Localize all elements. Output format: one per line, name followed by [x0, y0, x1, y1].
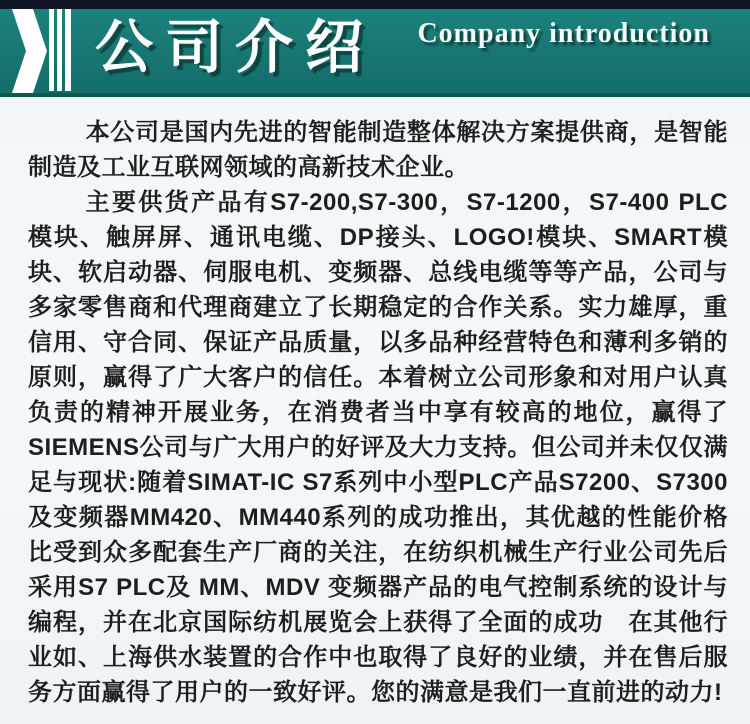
chevron-right-icon: [12, 9, 47, 93]
stripe-bar-1: [49, 9, 54, 91]
products-paragraph: 主要供货产品有S7-200,S7-300，S7-1200，S7-400 PLC模块、触屏屏、通讯电缆、DP接头、LOGO!模块、SMART模块、软启动器、伺服电机、变频器、总线电缆等等产品，公司与多家零售商和代理商建立了长期稳定的合作关系。实力雄厚，重信用、守合同、保证产品质量，以多品种经营特色和薄利多销的原则，赢得了广大客户的信任。本着树立公司形象和对用户认真负责的精神开展业务，在消费者当中享有较高的地位，赢得了SIEMENS公司与广大用户的好评及大力支持。但公司并未仅仅满足与现状:随着SIMAT-IC S7系列中小型PLC产品S7200、S7300及变频器MM420、MM440系列的成功推出，其优越的性能价格比受到众多配套生产厂商的关注，在纺织机械生产行业公司先后采用S7 PLC及 MM、MDV 变频器产品的电气控制系统的设计与编程，并在北京国际纺机展览会上获得了全面的成功 在其他行业如、上海供水装置的合作中也取得了良好的业绩，并在售后服务方面赢得了用户的一致好评。您的满意是我们一直前进的动力!: [28, 189, 728, 706]
top-dark-strip: [0, 0, 750, 9]
stripe-bar-3: [65, 9, 71, 91]
page-subtitle-english: Company introduction: [417, 18, 710, 49]
header-banner: [0, 9, 750, 97]
page-title: 公司介绍: [95, 15, 376, 80]
chevron-stripes-icon: [0, 9, 90, 93]
intro-paragraph: 本公司是国内先进的智能制造整体解决方案提供商，是智能制造及工业互联网领域的高新技术企业。: [28, 119, 728, 181]
stripe-bar-2: [57, 9, 62, 91]
company-description: [0, 97, 750, 710]
